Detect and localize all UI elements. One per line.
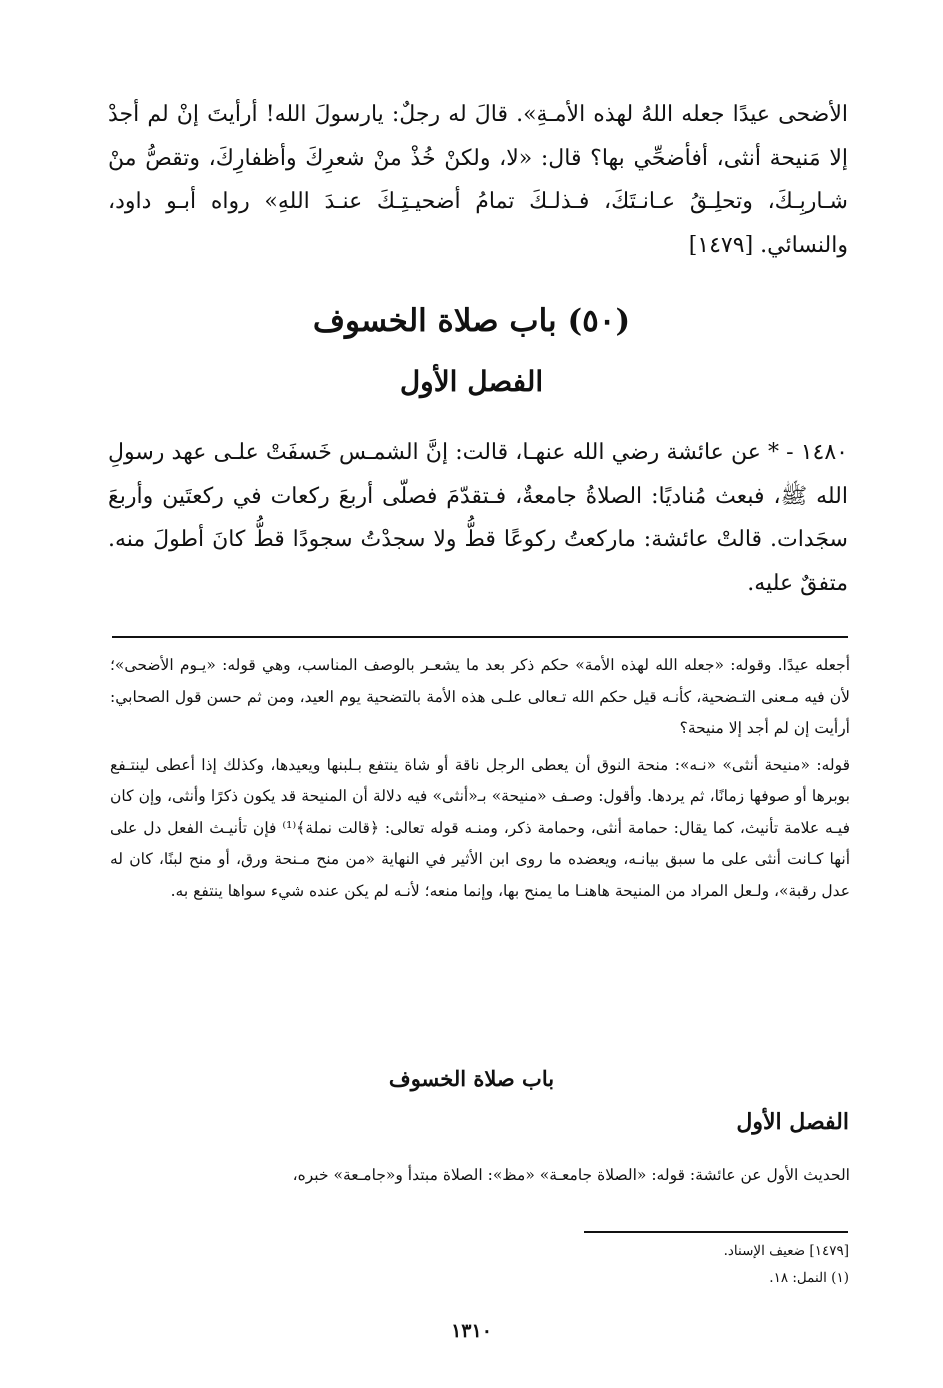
footnote-2: (١) النمل: ١٨. [769, 1270, 849, 1286]
top-paragraph-text: الأضحى عيدًا جعله اللهُ لهذه الأمـةِ». قالَ له رجلٌ: يارسولَ الله! أرأيتَ إنْ لم أجدْ إلا مَنيحة أنثى، أفأضحِّي بها؟ قال: «لا، ولكنْ خُذْ منْ شعرِكَ وأظفارِكَ، وتقصُّ منْ شـاربِـكَ، وتحلِـقُ عـانـتَكَ، فـذلـكَ تمامُ أضحيـتِـكَ عنـدَ اللهِ» رواه أبـو داود، والنسائي. [١٤٧٩] [108, 102, 848, 258]
commentary-paragraph-1: أجعله عيدًا. وقوله: «جعله الله لهذه الأمة» حكم ذكر بعد ما يشعـر بالوصف المناسب، وهي قوله: «يـوم الأضحى»؛ لأن فيه مـعنى التـضحية، كأنـه قيل حكم الله تـعالى علـى هذه الأمة بالتضحية يوم العيد، ومن ثم حسن قول الصحابي: أرأيت إن لم أجد إلا منيحة؟ [110, 656, 850, 737]
commentary-last-line: الحديث الأول عن عائشة: قوله: «الصلاة جامعـة» «مظ»: الصلاة مبتدأ و«جامـعة» خبره، [292, 1166, 850, 1184]
commentary-divider [112, 636, 848, 638]
commentary-paragraph-2: قوله: «منيحة أنثى» «نـه»: منحة النوق أن يعطى الرجل ناقة أو شاة ينتفع بـلبنها ويعيدها، وكذلك إذا أعطى لينتـفع بوبرها أو صوفها زمانًا، ثم يردها. وأقول: وصـف «منيحة» بـ«أنثى» فيه دلالة أن المنيحة قد يكون ذكرًا وأنثى، وإن كان فيـه علامة تأنيث، كما يقال: حمامة أنثى، وحمامة ذكر، ومنـه قوله تعالى: ﴿قالت نملة﴾⁽¹⁾ فإن تأنيـث الفعل دل على أنها كـانت أنثى على ما سبق بيانـه، ويعضده ما روى ابن الأثير في النهاية «من منح مـنحة ورق، أو منح لبنًا، كان له عدل رقبة»، ولـعل المراد من المنيحة هاهنـا ما يمنح بها، وإنما منعه؛ لأنـه لم يكن عنده شيء سواها ينتفع به. [110, 755, 850, 900]
footnote-1: [١٤٧٩] ضعيف الإسناد. [723, 1243, 849, 1259]
commentary [110, 650, 850, 907]
footnote-divider [584, 1231, 848, 1233]
hadith-paragraph [108, 431, 848, 605]
hadith-text: ١٤٨٠ - * عن عائشة رضي الله عنهـا، قالت: إنَّ الشمـس خَسفَتْ علـى عهد رسولِ الله ﷺ، فبعث مُناديًا: الصلاةُ جامعةٌ، فـتقدّمَ فصلّى أربعَ ركعات في ركعتَين وأربعَ سجَدات. قالتْ عائشة: ماركعتُ ركوعًا قطُّ ولا سجدْتُ سجودًا قطُّ كانَ أطولَ منه. متفقٌ عليه. [108, 440, 848, 596]
top-paragraph [108, 93, 848, 267]
chapter-title: (٥٠) باب صلاة الخسوف [312, 303, 631, 339]
commentary-section-heading: الفصل الأول [736, 1109, 849, 1135]
page-number: ١٣١٠ [451, 1320, 492, 1342]
footnotes [724, 1238, 849, 1292]
commentary-chapter-heading: باب صلاة الخسوف [388, 1066, 555, 1091]
section-title: الفصل الأول [399, 365, 544, 398]
